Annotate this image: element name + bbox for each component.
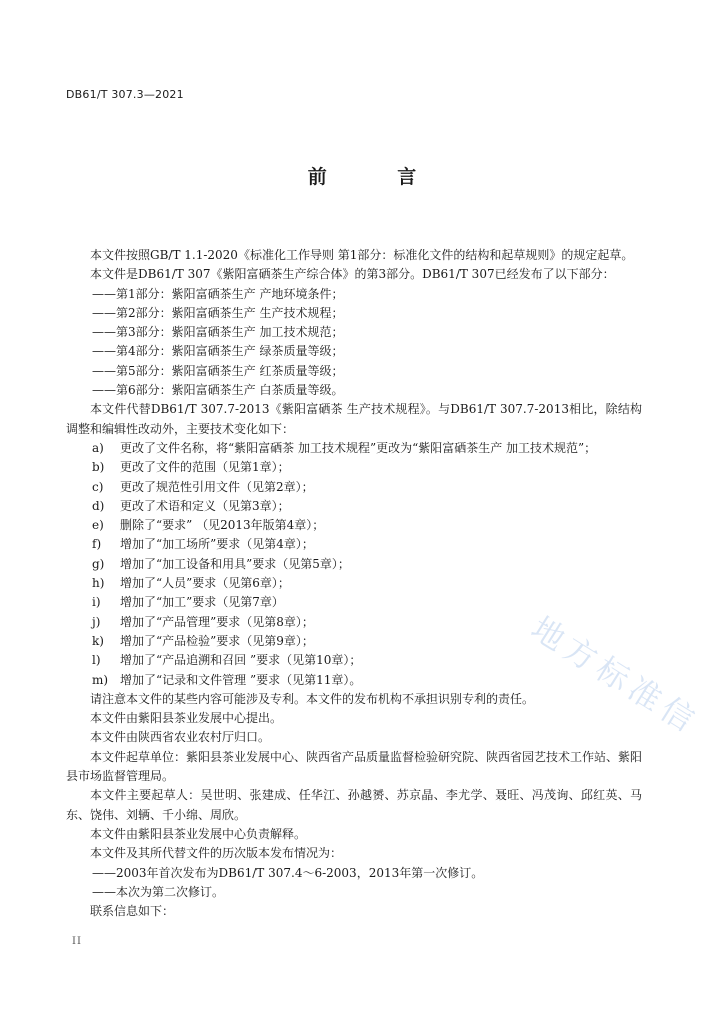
list-marker: h) (92, 576, 105, 591)
list-item: ——第1部分：紫阳富硒茶生产 产地环境条件； (92, 286, 344, 301)
list-item (66, 439, 642, 458)
list-item (66, 516, 642, 535)
list-item (66, 497, 642, 516)
list-marker: g) (92, 556, 105, 571)
paragraph: 本文件由陕西省农业农村厅归口。 (90, 730, 271, 745)
list-item (66, 535, 642, 554)
list-text: 增加了“产品管理”要求（见第8章）； (120, 614, 314, 629)
list-text: 增加了“加工场所”要求（见第4章）； (120, 537, 314, 552)
history-list (66, 864, 642, 903)
paragraph: 本文件按照GB/T 1.1-2020《标准化工作导则 第1部分：标准化文件的结构和起草规则》的规定起草。 (90, 248, 634, 262)
list-item (66, 458, 642, 477)
list-item: ——本次为第二次修订。 (92, 884, 225, 899)
paragraph: 本文件由紫阳县茶业发展中心提出。 (90, 711, 283, 726)
list-text: 更改了文件名称，将“紫阳富硒茶 加工技术规程”更改为“紫阳富硒茶生产 加工技术规范”； (120, 440, 597, 455)
list-marker: d) (92, 498, 105, 513)
paragraph: 联系信息如下： (90, 904, 175, 919)
list-text: 删除了“要求” （见2013年版第4章）； (120, 518, 325, 533)
document-body (66, 246, 642, 921)
list-marker: a) (92, 440, 104, 455)
list-item: ——第2部分：紫阳富硒茶生产 生产技术规程； (92, 305, 344, 320)
list-text: 增加了“人员”要求（见第6章）； (120, 576, 290, 591)
paragraph: 本文件起草单位：紫阳县茶业发展中心、陕西省产品质量监督检验研究院、陕西省园艺技术工作站、紫阳县市场监督管理局。 (66, 749, 643, 784)
page-title: 前 言 (307, 166, 449, 188)
list-text: 增加了“加工设备和用具”要求（见第5章）； (120, 556, 350, 571)
list-marker: i) (92, 595, 101, 610)
list-marker: f) (92, 537, 102, 552)
list-text: 更改了术语和定义（见第3章）； (120, 498, 290, 513)
list-item (66, 478, 642, 497)
list-item (66, 671, 642, 690)
list-marker: m) (92, 672, 109, 687)
list-marker: k) (92, 633, 104, 648)
list-marker: l) (92, 653, 101, 668)
list-text: 更改了文件的范围（见第1章）； (120, 460, 290, 475)
list-item: ——第5部分：紫阳富硒茶生产 红茶质量等级； (92, 363, 344, 378)
list-item: ——第4部分：紫阳富硒茶生产 绿茶质量等级； (92, 344, 344, 359)
list-item (66, 574, 642, 593)
list-text: 更改了规范性引用文件（见第2章）； (120, 479, 314, 494)
list-text: 增加了“产品追溯和召回 ”要求（见第10章）； (120, 653, 362, 668)
list-item: ——第3部分：紫阳富硒茶生产 加工技术规范； (92, 325, 344, 340)
paragraph: 本文件主要起草人：吴世明、张建成、任华江、孙越赟、苏京晶、李尤学、聂旺、冯茂询、邱红英、马东、饶伟、刘辆、千小绵、周欣。 (66, 788, 642, 822)
list-text: 增加了“产品检验”要求（见第9章）； (120, 633, 314, 648)
list-marker: c) (92, 479, 104, 494)
paragraph: 请注意本文件的某些内容可能涉及专利。本文件的发布机构不承担识别专利的责任。 (90, 691, 535, 706)
doc-id: DB61/T 307.3—2021 (66, 88, 184, 101)
list-text: 增加了“加工”要求（见第7章） (120, 595, 284, 610)
paragraph: 本文件是DB61/T 307《紫阳富硒茶生产综合体》的第3部分。DB61/T 307已经发布了以下部分： (90, 267, 615, 282)
list-text: 增加了“记录和文件管理 ”要求（见第11章）。 (120, 672, 362, 687)
list-item (66, 555, 642, 574)
paragraph: 本文件及其所代替文件的历次版本发布情况为： (90, 846, 343, 861)
list-item: ——2003年首次发布为DB61/T 307.4～6-2003，2013年第一次修订。 (92, 865, 484, 880)
parts-list (66, 285, 642, 401)
paragraph: 本文件由紫阳县茶业发展中心负责解释。 (90, 826, 307, 841)
watermark: 地方标准信 (524, 609, 706, 743)
list-item: ——第6部分：紫阳富硒茶生产 白茶质量等级。 (92, 383, 344, 398)
list-marker: e) (92, 518, 104, 533)
list-marker: b) (92, 460, 105, 475)
page-number: II (72, 936, 82, 947)
list-marker: j) (92, 614, 101, 629)
paragraph: 本文件代替DB61/T 307.7-2013《紫阳富硒茶 生产技术规程》。与DB61/T 307.7-2013相比，除结构调整和编辑性改动外，主要技术变化如下： (66, 402, 642, 436)
